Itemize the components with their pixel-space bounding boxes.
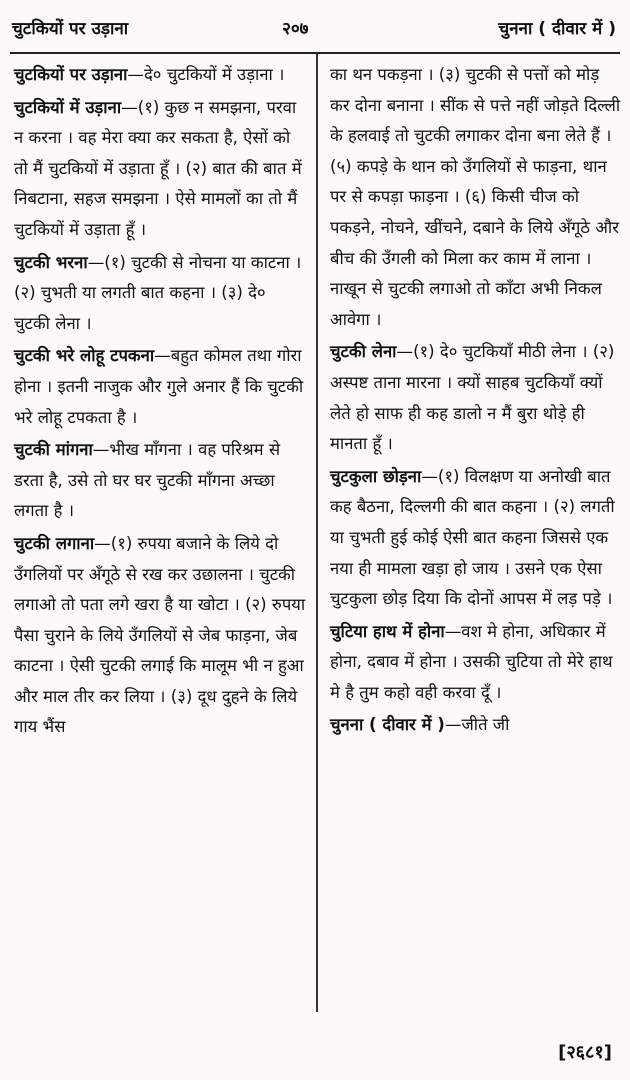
header-right-guideword: चुनना ( दीवार में ) [498, 19, 616, 39]
entry-headword: चुटकी भरे लोहू टपकना [14, 346, 155, 366]
column-divider [316, 54, 318, 1012]
left-column [14, 60, 306, 745]
dictionary-entry [14, 529, 306, 743]
dictionary-entry [330, 462, 622, 615]
entry-definition: —भीख माँगना । वह परिश्रम से डरता है, उसे तो घर घर चुटकी माँगना अच्छा लगता है । [14, 440, 281, 521]
entry-headword: चुटिया हाथ में होना [330, 621, 445, 641]
entry-headword: चुटकियों में उड़ाना [14, 97, 122, 117]
entry-headword: चुटकी मांगना [14, 440, 93, 460]
entry-definition: —दे० चुटकियों में उड़ाना । [127, 65, 285, 84]
entry-definition: —जीते जी [444, 715, 510, 735]
entry-headword: चुटकी लेना [330, 342, 397, 362]
entry-definition: —(१) कुछ न समझना, परवा न करना । वह मेरा क्या कर सकता है, ऐसों को तो मैं चुटकियों में उड़ाता हूँ । (२) बात की बात में निबटाना, सहज समझना । ऐसे मामलों का तो मैं चुटकियों में उड़ाता हूँ । [14, 97, 302, 239]
dictionary-entry [330, 337, 622, 459]
right-column [330, 60, 622, 743]
entry-definition: —(१) विलक्षण या अनोखी बात कह बैठना, दिल्लगी की बात कहना । (२) लगती या चुभती हुई कोई ऐसी बात कहना जिससे एक नया ही मामला खड़ा हो जाय । उसने एक ऐसा चुटकुला छोड़ दिया कि दोनों आपस में लड़ पड़े । [330, 466, 615, 609]
dictionary-entry [14, 248, 306, 340]
dictionary-entry [14, 341, 306, 433]
dictionary-entry-continued [330, 60, 622, 335]
entry-definition: —वश मे होना, अधिकार में होना, दबाव में होना । उसकी चुटिया तो मेरे हाथ मे है तुम कहो वही करवा दूँ । [330, 621, 613, 702]
entry-headword: चुटकियों पर उड़ाना [14, 65, 128, 84]
footer-page-reference: [२६८१] [558, 1042, 612, 1063]
dictionary-entry [330, 617, 622, 709]
entry-headword: चुनना ( दीवार में ) [330, 715, 445, 735]
entry-headword: चुटकी लगाना [14, 533, 95, 553]
entry-definition: का थन पकड़ना । (३) चुटकी से पत्तों को मोड़ कर दोना बनाना । सींक से पत्ते नहीं जोड़ते दिल्ली के हलवाई तो चुटकी लगाकर दोना बना लेते हैं । (५) कपड़े के थान को उँगलियों से फाड़ना, थान पर से कपड़ा फाड़ना । (६) किसी चीज को पकड़ने, नोचने, खींचने, दबाने के लिये अँगूठे और बीच की उँगली को मिला कर काम में लाना । नाखून से चुटकी लगाओ तो काँटा अभी निकल आवेगा । [330, 65, 621, 329]
entry-definition: —(१) दे० चुटकियाँ मीठी लेना । (२) अस्पष्ट ताना मारना । क्यों साहब चुटकियाँ क्यों लेते हो साफ ही कह डालो न मैं बुरा थोड़े ही मानता हूँ । [330, 342, 615, 454]
entry-headword: चुटकुला छोड़ना [330, 466, 422, 486]
entry-definition: —(१) रुपया बजाने के लिये दो उँगलियों पर अँगूठे से रख कर उछालना । चुटकी लगाओ तो पता लगे खरा है या खोटा । (२) रुपया पैसा चुराने के लिये उँगलियों से जेब फाड़ना, जेब काटना । ऐसी चुटकी लगाई कि मालूम भी न हुआ और माल तीर कर लिया । (३) दूध दुहने के लिये गाय भैंस [14, 533, 306, 737]
header-left-guideword: चुटकियों पर उड़ाना [12, 19, 129, 39]
entry-headword: चुटकी भरना [14, 252, 88, 272]
dictionary-entry [330, 710, 622, 741]
dictionary-entry [14, 60, 306, 91]
entry-definition: —(१) चुटकी से नोचना या काटना । (२) चुभती या लगती बात कहना । (३) दे० चुटकी लेना । [14, 252, 302, 333]
page-number: २०७ [282, 19, 309, 39]
page-header [12, 14, 616, 48]
dictionary-entry [14, 435, 306, 527]
entry-definition: —बहुत कोमल तथा गोरा होना । इतनी नाजुक और गुले अनार हैं कि चुटकी भरे लोहू टपकता है । [14, 346, 304, 427]
header-rule [10, 52, 620, 54]
dictionary-entry [14, 93, 306, 246]
